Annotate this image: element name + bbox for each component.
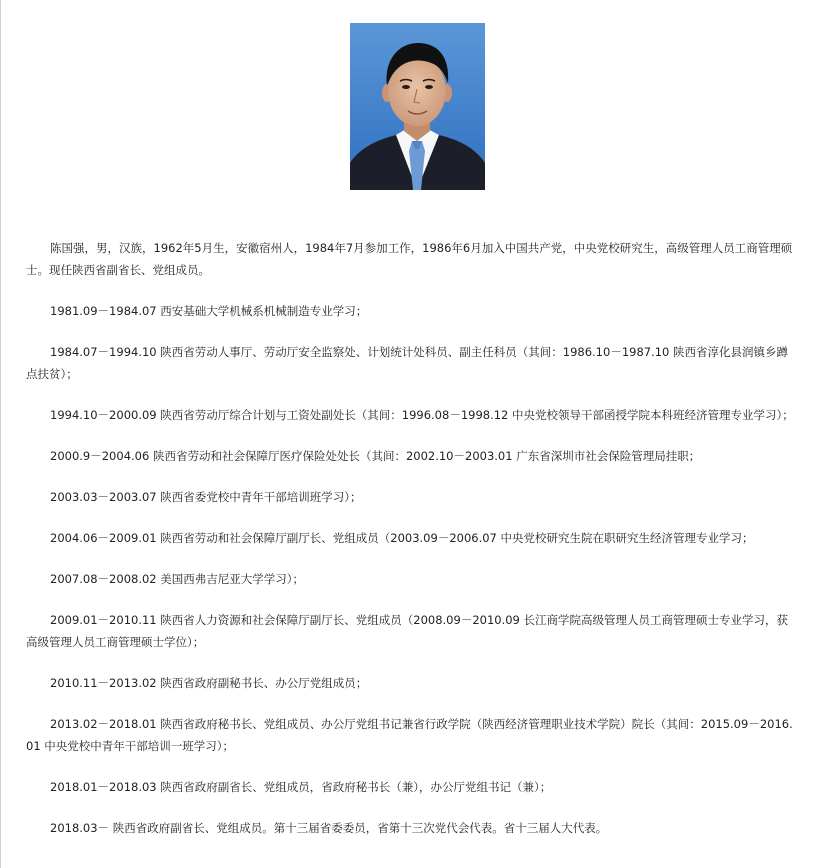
spacer [26,590,798,609]
spacer [26,798,798,817]
career-entry: 1994.10－2000.09 陕西省劳动厅综合计划与工资处副处长（其间：1996.08－1998.12 中央党校领导干部函授学院本科班经济管理专业学习）； [50,408,794,422]
career-entry: 2018.03－ 陕西省政府副省长、党组成员。第十三届省委委员，省第十三次党代会代表。省十三届人大代表。 [50,821,608,835]
spacer [26,281,798,300]
spacer [26,694,798,713]
career-entry: 1984.07－1994.10 陕西省劳动人事厅、劳动厅安全监察处、计划统计处科员、副主任科员（其间：1986.10－1987.10 陕西省淳化县润镇乡蹲点扶贫）； [26,345,789,381]
career-entry: 2013.02－2018.01 陕西省政府秘书长、党组成员、办公厅党组书记兼省行政学院（陕西经济管理职业技术学院）院长（其间：2015.09－2016.01 中央党校中青年干部培训一班学习）； [26,717,793,753]
career-entry: 1981.09－1984.07 西安基础大学机械系机械制造专业学习； [50,304,368,318]
spacer [26,757,798,776]
career-entry: 2009.01－2010.11 陕西省人力资源和社会保障厅副厅长、党组成员（2008.09－2010.09 长江商学院高级管理人员工商管理硕士专业学习，获高级管理人员工商管理硕士学位）； [26,613,789,649]
career-entry: 2000.9－2004.06 陕西省劳动和社会保障厅医疗保险处处长（其间：2002.10－2003.01 广东省深圳市社会保险管理局挂职； [50,449,701,463]
spacer [26,385,798,404]
spacer [26,322,798,341]
spacer [26,508,798,527]
biography [26,237,798,839]
career-entry: 2007.08－2008.02 美国西弗吉尼亚大学学习）； [50,572,305,586]
left-border [0,0,1,868]
bio-summary: 陈国强，男，汉族，1962年5月生，安徽宿州人，1984年7月参加工作，1986年6月加入中国共产党，中央党校研究生，高级管理人员工商管理硕士。现任陕西省副省长、党组成员。 [26,241,793,277]
career-entry: 2004.06－2009.01 陕西省劳动和社会保障厅副厅长、党组成员（2003.09－2006.07 中央党校研究生院在职研究生经济管理专业学习； [50,531,754,545]
career-entry: 2010.11－2013.02 陕西省政府副秘书长、办公厅党组成员； [50,676,368,690]
spacer [26,653,798,672]
career-entry: 2003.03－2003.07 陕西省委党校中青年干部培训班学习）； [50,490,362,504]
spacer [26,549,798,568]
career-entry: 2018.01－2018.03 陕西省政府副省长、党组成员，省政府秘书长（兼），办公厅党组书记（兼）； [50,780,552,794]
spacer [26,426,798,445]
portrait-photo [350,23,485,190]
portrait-image [350,23,485,190]
spacer [26,467,798,486]
